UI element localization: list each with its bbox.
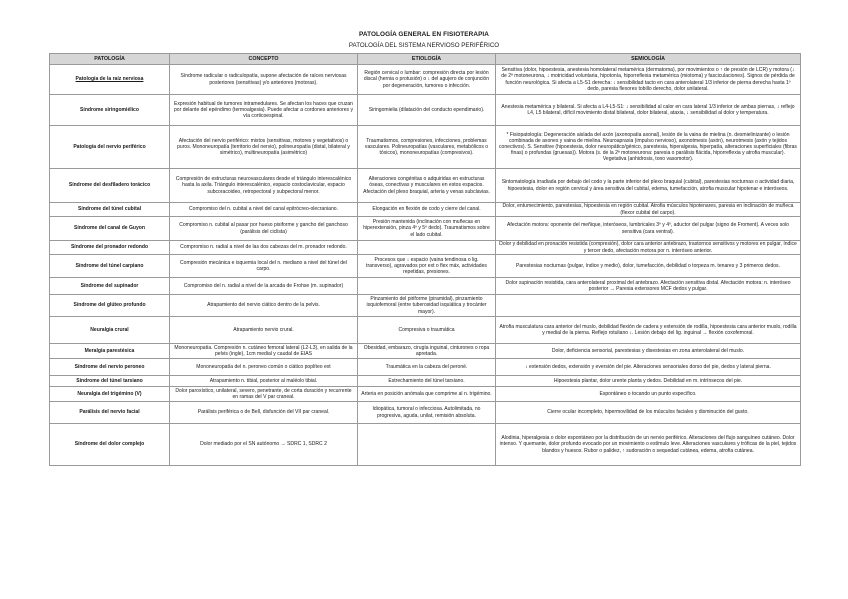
cell-concepto: Atrapamiento n. tibial, posterior al maléolo tibial. [170, 376, 358, 387]
cell-semiologia: Anestesia metamérica y bilateral. Si afecta a L4-L5-S1: ↓ sensibilidad al calor en cara lateral 1/3 inferior de ambas piernas, ↓ reflejo L4, L5 bilateral, difícil movimiento distal bilateral, dolor bilateral, ataxia, ↓ sensibilidad al dolor y temperatura. [496, 95, 801, 126]
cell-etiologia: Presión mantenida (inclinación con muñecas en hiperextensión, pinza 4º y 5º dedo). Traumatismos sobre el lado cubital. [358, 217, 496, 241]
cell-patologia: Patología de la raíz nerviosa [50, 65, 170, 95]
cell-semiologia: Parestesias nocturnas (pulgar, índice y medio), dolor, tumefacción, debilidad o torpeza m. tenares y 3 primeros dedos. [496, 255, 801, 278]
cell-patologia: Síndrome del pronador redondo [50, 241, 170, 255]
table-row [50, 295, 801, 317]
cell-patologia: Síndrome siringomiélico [50, 95, 170, 126]
cell-etiologia: Obesidad, embarazo, cirugía inguinal, cinturones o ropa apretada. [358, 344, 496, 359]
cell-semiologia [496, 295, 801, 317]
table-row [50, 203, 801, 217]
cell-etiologia: Procesos que ↓ espacio (vaina tendinosa o lig. transverso), agravados por ext o flex máx, actividades repetidas, presiones. [358, 255, 496, 278]
header-etiologia: ETIOLOGÍA [358, 54, 496, 65]
table-row [50, 126, 801, 169]
cell-patologia: Neuralgia del trigémino (V) [50, 387, 170, 402]
cell-concepto: Atrapamiento del nervio ciático dentro de la pelvis. [170, 295, 358, 317]
cell-concepto: Síndrome radicular o radiculopatía, supone afectación de raíces nerviosas posteriores (sensitivas) y/o anteriores (motoras). [170, 65, 358, 95]
cell-etiologia [358, 278, 496, 295]
table-row [50, 169, 801, 203]
cell-semiologia: ↓ extensión dedos, extensión y eversión del pie. Alteraciones sensoriales dorso del pie, dedos y lateral pierna. [496, 359, 801, 376]
cell-patologia: Meralgia parestésica [50, 344, 170, 359]
cell-patologia: Síndrome del túnel carpiano [50, 255, 170, 278]
cell-semiologia: Cierre ocular incompleto, hipermovilidad de los músculos faciales y disminución del gusto. [496, 402, 801, 424]
cell-etiologia: Arteria en posición anómala que comprime al n. trigémino. [358, 387, 496, 402]
cell-patologia: Síndrome del túnel cubital [50, 203, 170, 217]
cell-patologia: Síndrome del dolor complejo [50, 424, 170, 466]
table-row [50, 344, 801, 359]
header-patologia: PATOLOGÍA [50, 54, 170, 65]
cell-etiologia: Siringomielia (dilatación del conducto ependimario). [358, 95, 496, 126]
cell-etiologia: Pinzamiento del piriforme (piramidal), pinzamiento isquiofemoral (entre tuberosidad isquiática y trocánter mayor). [358, 295, 496, 317]
table-header-row [50, 54, 801, 65]
cell-concepto: Dolor mediado por el SN autónomo → SDRC 1, SDRC 2 [170, 424, 358, 466]
cell-semiologia: Dolor y debilidad en pronación resistida (compresión), dolor cara anterior antebrazo, trastornos sensitivos y motores en pulgar, índice y tercer dedo, afectación motora por n. interóseo anterior. [496, 241, 801, 255]
cell-etiologia: Región cervical o lumbar: compresión directa por lesión discal (hernia o protusión) o ↓ del agujero de conjunción por degeneración, tumores o infección. [358, 65, 496, 95]
cell-semiologia: Sensitiva (dolor, hipoestesia, anestesia homolateral metamérica (dermatoma), por movimientos o ↑ de presión de LCR) y motora (↓ de 2ª motoneurona, ↓ motricidad voluntaria, hipotonía, hiporreflexia metamérica (miotoma) y fasciculaciones). Signos de pérdida de función neurológica. Si afecta a L5-S1 derecha: ↓ sensibilidad tacto en cara anterolateral 1/3 inferior de pierna derecha hasta 1º dedo, paresia flexores tobillo derecho, dolor unilateral. [496, 65, 801, 95]
cell-concepto: Mononeuropatía del n. peroneo común o ciático poplíteo ext [170, 359, 358, 376]
cell-concepto: Compromiso del n. radial a nivel de la arcada de Frohse (m. supinador) [170, 278, 358, 295]
cell-concepto: Compromiso del n. cubital a nivel del canal epitrócreo-olecraniano. [170, 203, 358, 217]
table-row [50, 317, 801, 344]
cell-concepto: Afectación del nervio periférico: mixtos (sensitivas, motores y vegetativos) o puros. Mononeuropatía (territorio del nervio), polineuropatía (distal, bilateral y simétrico), multineuropatía (asimétrico) [170, 126, 358, 169]
cell-concepto: Expresión habitual de tumores intramedulares. Se afectan los haces que cruzan por delante del epéndimo (termoalgesia). Puede afectar a cordones anteriores y vía corticoespinal. [170, 95, 358, 126]
cell-etiologia: Elongación en flexión de codo y cierre del canal. [358, 203, 496, 217]
table-row [50, 95, 801, 126]
cell-semiologia: Espontáneo o tocando un punto específico. [496, 387, 801, 402]
table-row [50, 359, 801, 376]
table-row [50, 241, 801, 255]
table-row [50, 424, 801, 466]
cell-concepto: Dolor paroxístico, unilateral, severo, penetrante, de corta duración y recurrente en ramas del V par craneal. [170, 387, 358, 402]
table-row [50, 376, 801, 387]
header-semiologia: SEMIOLOGÍA [496, 54, 801, 65]
cell-concepto: Compresión de estructuras neurovasculares desde el triángulo interescalénico hasta la axila. Triángulo interescalénico, espacio costoclavicular, espacio subcoracoideo, retropectoral y subpectoral menor. [170, 169, 358, 203]
cell-patologia: Patología del nervio periférico [50, 126, 170, 169]
cell-etiologia: Idiopática, tumoral o infecciosa. Autolimitada, no progresiva, aguda, unilat, remisión absoluta. [358, 402, 496, 424]
document-subtitle: PATOLOGÍA DEL SISTEMA NERVIOSO PERIFÉRICO [348, 42, 500, 49]
cell-etiologia: Traumática en la cabeza del peroné. [358, 359, 496, 376]
cell-semiologia: Sintomatología irradiada por debajo del codo y la parte inferior del plexo braquial (cubital), parestesias nocturnas o actividad diaria, hipoestesia, dolor en región cervical y área sensitiva del cubital, edema, tumefacción, atrofia muscular hipotenar e interóseos. [496, 169, 801, 203]
table-row [50, 217, 801, 241]
cell-etiologia: Estrechamiento del túnel tarsiano. [358, 376, 496, 387]
cell-concepto: Mononeuropatía. Compresión n. cutáneo femoral lateral (L2-L3), en salida de la pelvis (ingle), 1cm medial y caudal de EIAS [170, 344, 358, 359]
cell-patologia: Parálisis del nervio facial [50, 402, 170, 424]
cell-concepto: Atrapamiento nervio crural. [170, 317, 358, 344]
cell-semiologia: Dolor, entumecimiento, parestesias, hipoestesia en región cubital. Atrofia músculos hipotenares, paresia en inclinación de muñeca (flexor cubital del carpo). [496, 203, 801, 217]
cell-concepto: Compromiso n. cubital al pasar por hueso pisiforme y gancho del ganchoso (parálisis del ciclista) [170, 217, 358, 241]
header-concepto: CONCEPTO [170, 54, 358, 65]
cell-etiologia: Compresiva o traumática [358, 317, 496, 344]
cell-etiologia: Traumatismos, compresiones, infecciones, problemas vasculares. Polineuropatías (vasculares, metabólicos o tóxicos), mononeuropatías (compresivos). [358, 126, 496, 169]
cell-etiologia [358, 424, 496, 466]
cell-patologia: Síndrome del desfiladero torácico [50, 169, 170, 203]
table-row [50, 387, 801, 402]
cell-etiologia: Alteraciones congénitas o adquiridas en estructuras óseas, conectivas y musculares en estos espacios. Afectación del plexo braquial, arteria y venas subclavias. [358, 169, 496, 203]
cell-semiologia: Alodinia, hiperalgesia o dolor espontáneo por la distribución de un nervio periférico. Alteraciones del flujo sanguíneo cutáneo. Dolor intenso. Y quemante, dolor profundo evocado por un movimiento o estímulo leve. Alteraciones vasculares y tróficas de la piel, tejidos blandos y huesos. Rubor o palidez, ↑ sudoración o sequedad cutánea, edema, atrofia cutánea. [496, 424, 801, 466]
table-body [50, 65, 801, 466]
cell-patologia: Neuralgia crural [50, 317, 170, 344]
cell-patologia: Síndrome del glúteo profundo [50, 295, 170, 317]
cell-concepto: Compresión mecánica e isquemia local del n. mediano a nivel del túnel del carpo. [170, 255, 358, 278]
cell-patologia: Síndrome del nervio peroneo [50, 359, 170, 376]
table-row [50, 65, 801, 95]
cell-semiologia: Hipoestesia plantar, dolor urente planta y dedos. Debilidad en m. intrínsecos del pie. [496, 376, 801, 387]
table-row [50, 278, 801, 295]
table-row [50, 402, 801, 424]
cell-semiologia: * Fisiopatología: Degeneración aislada del axón (axonopatía axonal), lesión de la vaina de mielina (n. desmielinizante) o lesión combinada de axones y vaina de mielina. Neuroapraxia (impulso nervioso), axonotmesis (axón), neurotmesis (axón y tejidos conectivos). S. Sensitive (hipoestesia, dolor neuropático/génico, parestesia, hiperalgesia, hiperpatía, alteraciones superficiales (fibras finas) o profundas (gruesas)). Motora (s. de la 2ª motoneurona: paresia o parálisis flácida, hiporreflexia y atrofia muscular). Vegetativa (anhidrosis, tono vasomotor). [496, 126, 801, 169]
cell-patologia: Síndrome del túnel tarsiano [50, 376, 170, 387]
cell-etiologia [358, 241, 496, 255]
cell-semiologia: Dolor supinación resistida, cara anterolateral proximal del antebrazo. Afectación sensitiva distal. Afectación motora: n. interóseo posterior → Paresia extensores MCF dedos y pulgar. [496, 278, 801, 295]
cell-patologia: Síndrome del supinador [50, 278, 170, 295]
pathology-table [49, 53, 801, 466]
cell-semiologia: Dolor, deficiencia sensorial, parestesias y disestesias en zona anterolateral del muslo. [496, 344, 801, 359]
document-title: PATOLOGÍA GENERAL EN FISIOTERAPIA [358, 31, 490, 38]
table-row [50, 255, 801, 278]
cell-concepto: Compromiso n. radial a nivel de las dos cabezas del m. pronador redondo. [170, 241, 358, 255]
cell-semiologia: Atrofia musculatura cara anterior del muslo, debilidad flexión de cadera y extensión de rodilla, hipoestesia cara anterior muslo, rodilla y medial de la pierna. Reflejo rotuliano ↓. Lesión debajo del lig. inguinal → flexión coxofemoral. [496, 317, 801, 344]
cell-patologia: Síndrome del canal de Guyon [50, 217, 170, 241]
cell-concepto: Parálisis periférica o de Bell, disfunción del VII par craneal. [170, 402, 358, 424]
cell-semiologia: Afectación motora: oponente del meñique, interóseos, lumbricales 3º y 4º, aductor del pulgar (signo de Froment). A veces solo sensitiva (cara ventral). [496, 217, 801, 241]
